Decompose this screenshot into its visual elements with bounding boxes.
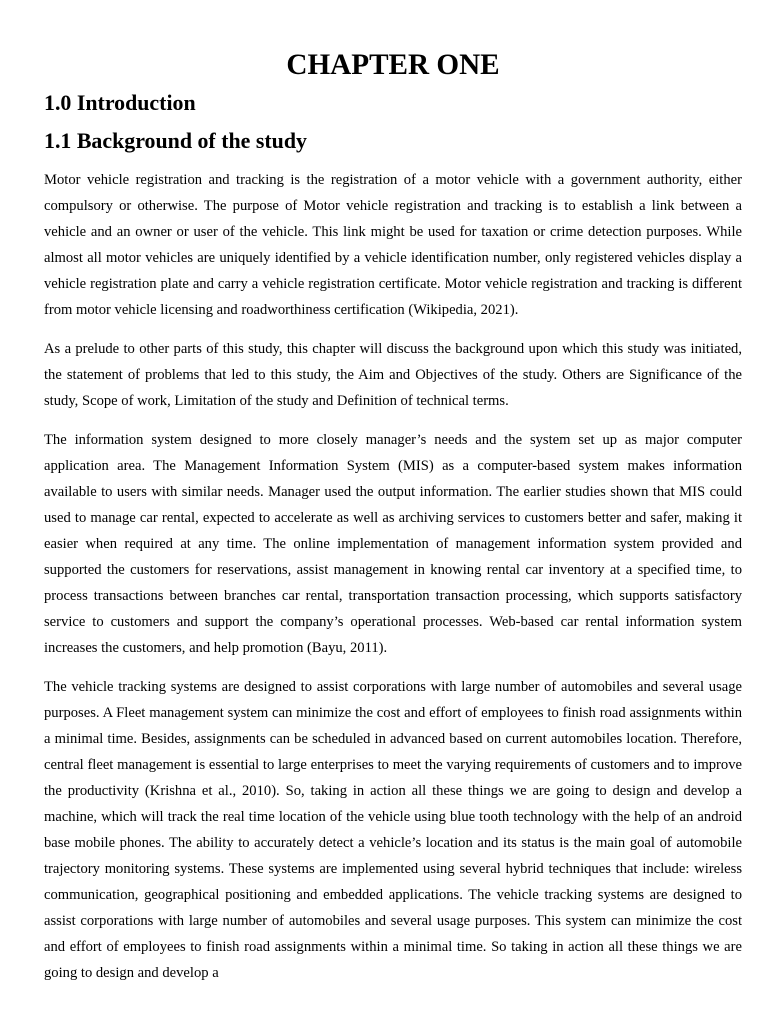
body-text	[44, 167, 742, 999]
paragraph-registration: Motor vehicle registration and tracking is the registration of a motor vehicle with a government authority, either compulsory or otherwise. The purpose of Motor vehicle registration and tracking is to establish a link between a vehicle and an owner or user of the vehicle. This link might be used for taxation or crime detection purposes. While almost all motor vehicles are uniquely identified by a vehicle identification number, only registered vehicles display a vehicle registration plate and carry a vehicle registration certificate. Motor vehicle registration and tracking is different from motor vehicle licensing and roadworthiness certification (Wikipedia, 2021).	[44, 172, 742, 318]
paragraph-information-system: The information system designed to more closely manager’s needs and the system set up as major computer application area. The Management Information System (MIS) as a computer-based system makes information available to users with similar needs. Manager used the output information. The earlier studies shown that MIS could used to manage car rental, expected to accelerate as well as archiving services to customers better and safer, making it easier when required at any time. The online implementation of management information system provided and supported the customers for reservations, assist management in knowing rental car inventory at a specified time, to process transactions between branches car rental, transportation transaction processing, which supports satisfactory service to customers and support the company’s operational processes. Web-based car rental information system increases the customers, and help promotion (Bayu, 2011).	[44, 432, 742, 656]
section-heading-background: 1.1 Background of the study	[44, 128, 307, 153]
chapter-title: CHAPTER ONE	[286, 49, 500, 81]
paragraph-vehicle-tracking: The vehicle tracking systems are designed to assist corporations with large number of automobiles and several usage purposes. A Fleet management system can minimize the cost and effort of employees to finish road assignments within a minimal time. Besides, assignments can be scheduled in advanced based on current automobiles location. Therefore, central fleet management is essential to large enterprises to meet the varying requirements of customers and to improve the productivity (Krishna et al., 2010). So, taking in action all these things we are going to design and develop a machine, which will track the real time location of the vehicle using blue tooth technology with the help of an android base mobile phones. The ability to accurately detect a vehicle’s location and its status is the main goal of automobile trajectory monitoring systems. These systems are implemented using several hybrid techniques that include: wireless communication, geographical positioning and embedded applications. The vehicle tracking systems are designed to assist corporations with large number of automobiles and several usage purposes. This system can minimize the cost and effort of employees to finish road assignments within a minimal time. So taking in action all these things we are going to design and develop a	[44, 679, 742, 981]
paragraph-prelude: As a prelude to other parts of this study, this chapter will discuss the background upon which this study was initiated, the statement of problems that led to this study, the Aim and Objectives of the study. Others are Significance of the study, Scope of work, Limitation of the study and Definition of technical terms.	[44, 341, 742, 409]
section-heading-introduction: 1.0 Introduction	[44, 90, 196, 115]
